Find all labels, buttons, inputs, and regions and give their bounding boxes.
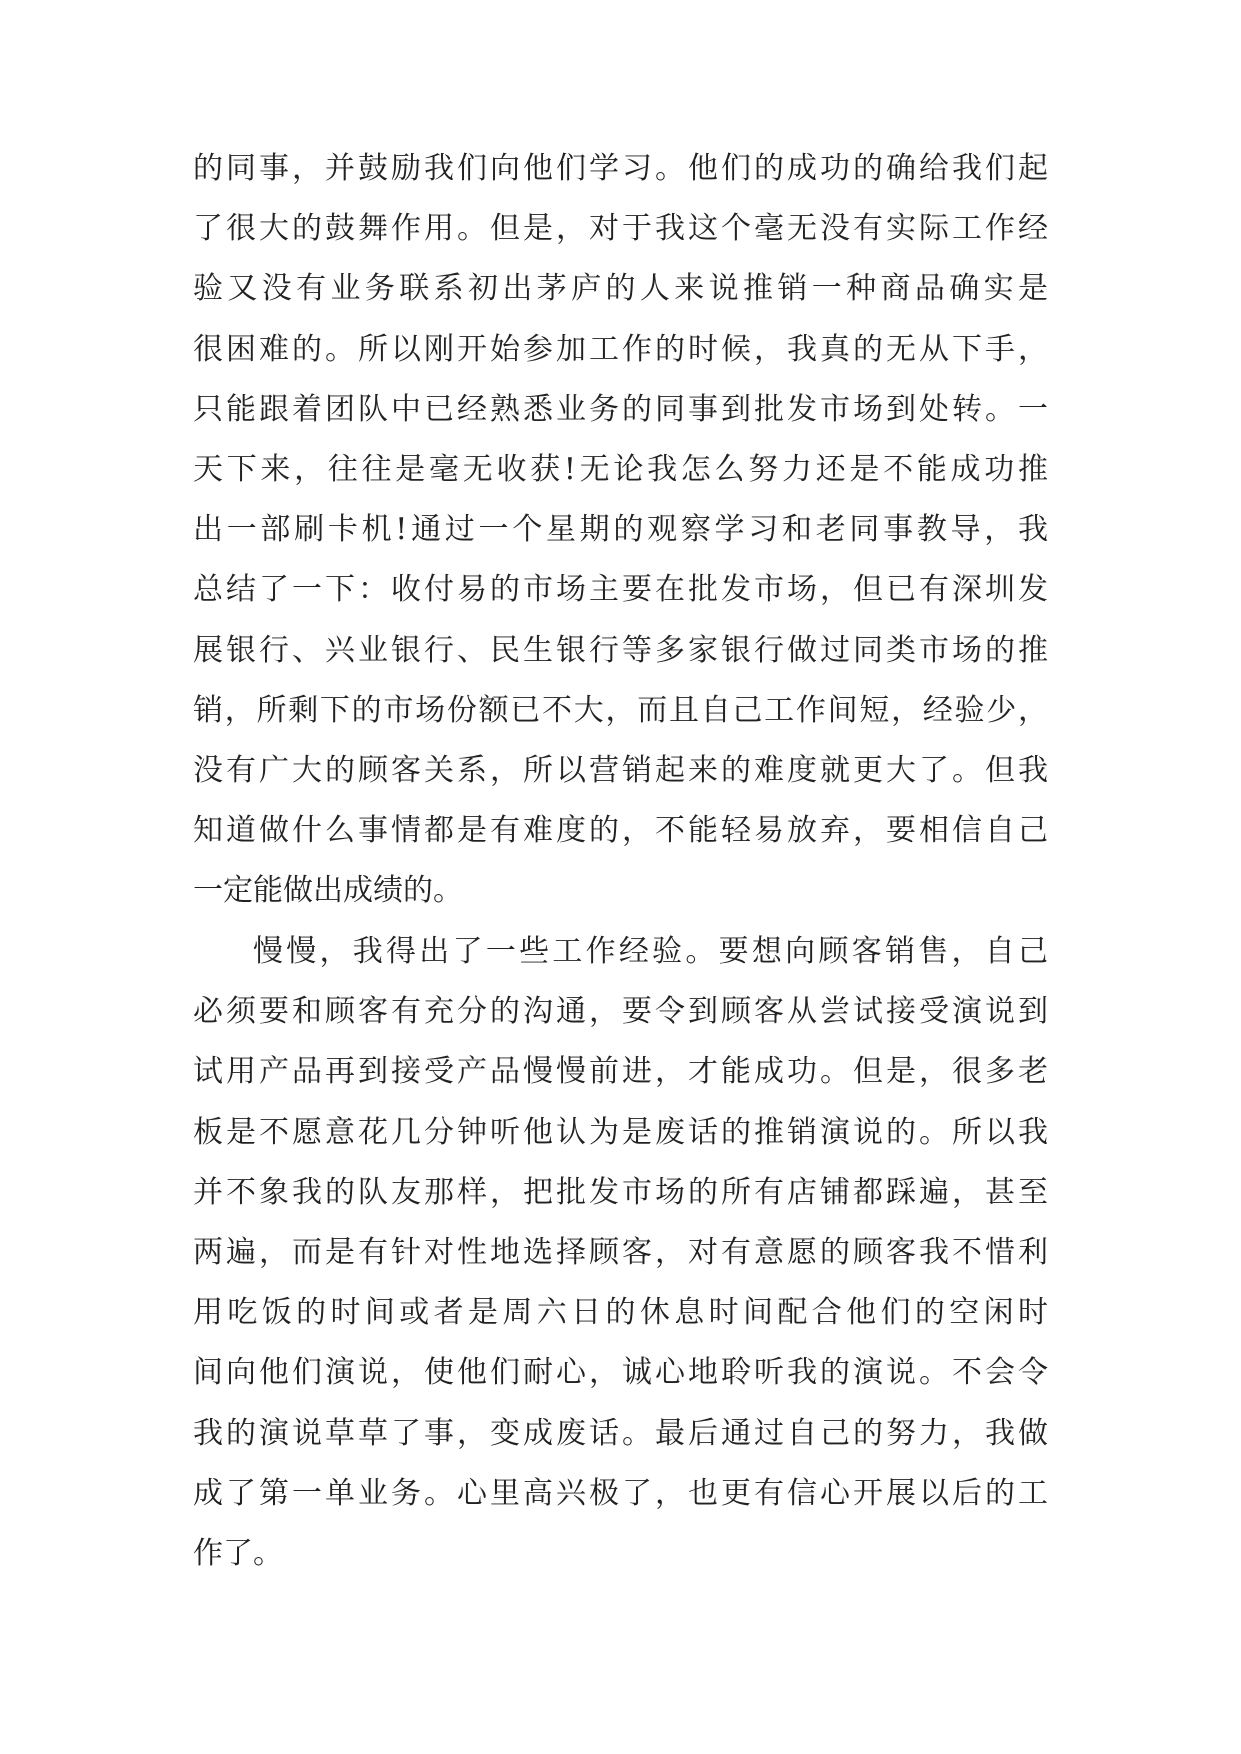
text-line: 慢慢，我得出了一些工作经验。要想向顾客销售，自己 — [253, 934, 1048, 969]
text-line: 知道做什么事情都是有难度的，不能轻易放弃，要相信自己 — [193, 813, 1048, 849]
text-line: 我的演说草草了事，变成废话。最后通过自己的努力，我做 — [193, 1415, 1048, 1451]
paragraph-2 — [193, 922, 1048, 1584]
text-line: 必须要和顾客有充分的沟通，要令到顾客从尝试接受演说到 — [193, 994, 1048, 1030]
text-line: 并不象我的队友那样，把批发市场的所有店铺都踩遍，甚至 — [193, 1174, 1048, 1210]
text-line: 展银行、兴业银行、民生银行等多家银行做过同类市场的推 — [193, 632, 1048, 668]
text-line: 一定能做出成绩的。 — [193, 873, 463, 909]
text-line: 销，所剩下的市场份额已不大，而且自己工作间短，经验少， — [193, 692, 1048, 728]
text-line: 验又没有业务联系初出茅庐的人来说推销一种商品确实是 — [193, 271, 1048, 307]
text-line: 的同事，并鼓励我们向他们学习。他们的成功的确给我们起 — [193, 151, 1048, 186]
text-line: 用吃饭的时间或者是周六日的休息时间配合他们的空闲时 — [193, 1295, 1048, 1331]
text-line: 很困难的。所以刚开始参加工作的时候，我真的无从下手， — [193, 331, 1048, 367]
text-line: 总结了一下：收付易的市场主要在批发市场，但已有深圳发 — [193, 572, 1048, 608]
text-line: 作了。 — [193, 1535, 283, 1571]
text-line: 试用产品再到接受产品慢慢前进，才能成功。但是，很多老 — [193, 1054, 1048, 1090]
text-line: 成了第一单业务。心里高兴极了，也更有信心开展以后的工 — [193, 1475, 1048, 1511]
paragraph-1 — [193, 139, 1048, 921]
text-line: 没有广大的顾客关系，所以营销起来的难度就更大了。但我 — [193, 752, 1048, 788]
text-line: 了很大的鼓舞作用。但是，对于我这个毫无没有实际工作经 — [193, 211, 1048, 247]
text-line: 出一部刷卡机!通过一个星期的观察学习和老同事教导，我 — [193, 512, 1048, 548]
text-line: 板是不愿意花几分钟听他认为是废话的推销演说的。所以我 — [193, 1114, 1048, 1150]
text-line: 天下来，往往是毫无收获!无论我怎么努力还是不能成功推 — [193, 451, 1048, 487]
text-line: 间向他们演说，使他们耐心，诚心地聆听我的演说。不会令 — [193, 1355, 1048, 1391]
text-line: 两遍，而是有针对性地选择顾客，对有意愿的顾客我不惜利 — [193, 1234, 1048, 1270]
text-line: 只能跟着团队中已经熟悉业务的同事到批发市场到处转。一 — [193, 391, 1048, 427]
